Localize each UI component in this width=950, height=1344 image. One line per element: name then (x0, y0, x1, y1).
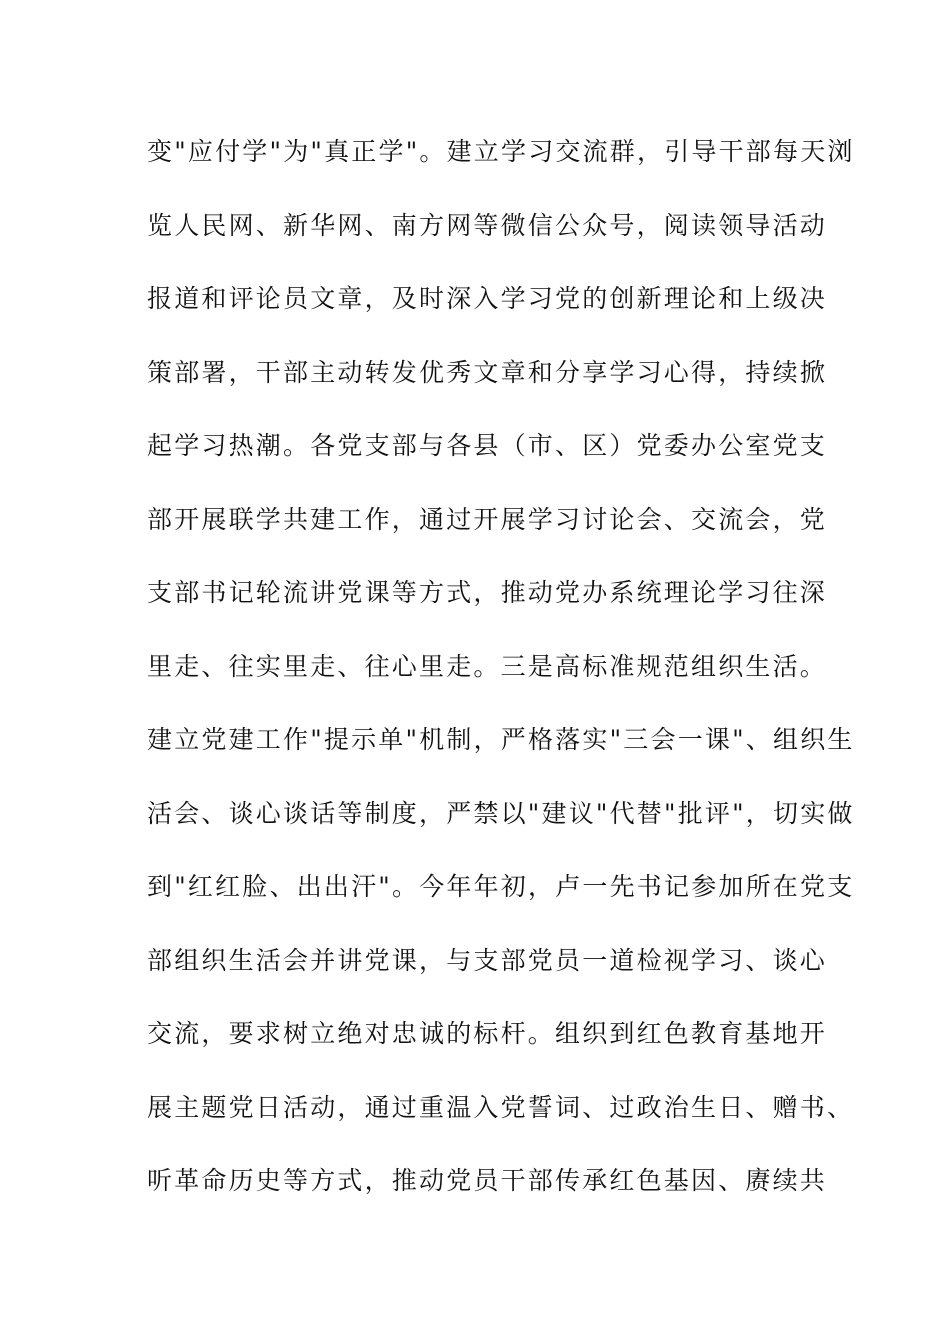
text-line: 听革命历史等方式，推动党员干部传承红色基因、赓续共 (147, 1166, 828, 1195)
text-line: 报道和评论员文章，及时深入学习党的创新理论和上级决 (147, 284, 828, 313)
text-line: 活会、谈心谈话等制度，严禁以"建议"代替"批评"，切实做 (147, 798, 855, 828)
text-line: 策部署，干部主动转发优秀文章和分享学习心得，持续掀 (147, 357, 828, 387)
text-line: 变"应付学"为"真正学"。建立学习交流群，引导干部每天浏 (147, 137, 855, 166)
text-line: 里走、往实里走、往心里走。三是高标准规范组织生活。 (147, 651, 828, 681)
body-text (147, 126, 855, 1229)
text-line: 交流，要求树立绝对忠诚的标杆。组织到红色教育基地开 (147, 1019, 828, 1048)
text-line: 建立党建工作"提示单"机制，严格落实"三会一课"、组织生 (147, 725, 855, 754)
text-line: 览人民网、新华网、南方网等微信公众号，阅读领导活动 (147, 210, 828, 240)
text-line: 支部书记轮流讲党课等方式，推动党办系统理论学习往深 (147, 578, 828, 607)
text-line: 展主题党日活动，通过重温入党誓词、过政治生日、赠书、 (147, 1092, 855, 1122)
text-line: 起学习热潮。各党支部与各县（市、区）党委办公室党支 (147, 431, 828, 460)
text-line: 部组织生活会并讲党课，与支部党员一道检视学习、谈心 (147, 945, 828, 975)
text-line: 部开展联学共建工作，通过开展学习讨论会、交流会，党 (147, 504, 828, 534)
text-line: 到"红红脸、出出汗"。今年年初，卢一先书记参加所在党支 (147, 872, 855, 901)
